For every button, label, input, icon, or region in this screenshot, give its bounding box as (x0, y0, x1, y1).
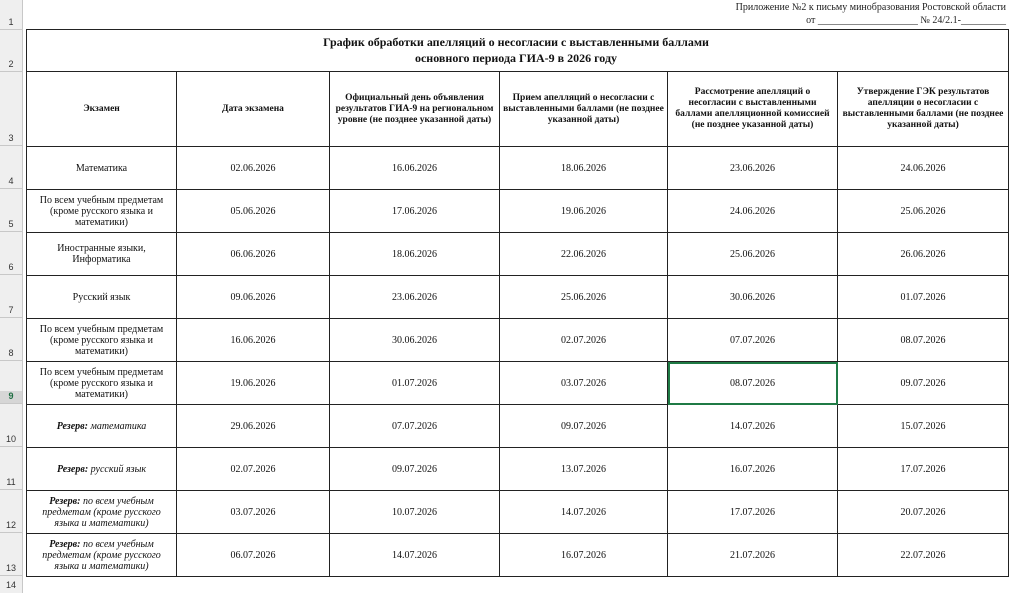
cell-approve-date[interactable]: 09.07.2026 (838, 362, 1009, 405)
table-row (27, 448, 1009, 491)
cell-results-date[interactable]: 10.07.2026 (330, 491, 500, 534)
table-row (27, 233, 1009, 276)
cell-appeal-date[interactable]: 02.07.2026 (500, 319, 668, 362)
cell-exam-date[interactable]: 19.06.2026 (177, 362, 330, 405)
cell-review-date[interactable]: 16.07.2026 (668, 448, 838, 491)
cell-exam-date[interactable]: 09.06.2026 (177, 276, 330, 319)
row-number[interactable]: 7 (8, 305, 14, 315)
cell-review-date[interactable]: 23.06.2026 (668, 147, 838, 190)
cell-results-date[interactable]: 01.07.2026 (330, 362, 500, 405)
row-number[interactable]: 12 (5, 520, 16, 530)
cell-results-date[interactable]: 17.06.2026 (330, 190, 500, 233)
cell-results-date[interactable]: 18.06.2026 (330, 233, 500, 276)
column-header-exam[interactable]: Экзамен (27, 72, 177, 147)
row-header-column (0, 0, 23, 593)
cell-approve-date[interactable]: 20.07.2026 (838, 491, 1009, 534)
table-row (27, 534, 1009, 577)
cell-approve-date[interactable]: 26.06.2026 (838, 233, 1009, 276)
cell-appeal-date[interactable]: 03.07.2026 (500, 362, 668, 405)
row-number[interactable]: 11 (6, 477, 16, 487)
cell-approve-date[interactable]: 24.06.2026 (838, 147, 1009, 190)
row-number[interactable]: 4 (8, 176, 14, 186)
cell-appeal-date[interactable]: 14.07.2026 (500, 491, 668, 534)
cell-exam-date[interactable]: 29.06.2026 (177, 405, 330, 448)
row-number[interactable]: 3 (8, 133, 14, 143)
document-note-line2: от ____________________ № 24/2.1-_________ (806, 15, 1006, 26)
cell-exam[interactable]: По всем учебным предметам (кроме русского языка и математики) (27, 362, 177, 405)
column-header-gek-approval[interactable]: Утверждение ГЭК результатов апелляции о несогласии с выставленными баллами (не позднее указанной даты) (838, 72, 1009, 147)
row-number[interactable]: 10 (5, 434, 16, 444)
document-note-line1: Приложение №2 к письму минобразования Ростовской области (735, 2, 1006, 13)
table-row (27, 190, 1009, 233)
cell-appeal-date[interactable]: 13.07.2026 (500, 448, 668, 491)
cell-appeal-date[interactable]: 25.06.2026 (500, 276, 668, 319)
cell-appeal-date[interactable]: 09.07.2026 (500, 405, 668, 448)
cell-review-date[interactable]: 21.07.2026 (668, 534, 838, 577)
cell-review-date[interactable]: 25.06.2026 (668, 233, 838, 276)
page-title-line1: График обработки апелляций о несогласии с выставленными баллами (323, 35, 709, 49)
page-title-line2: основного периода ГИА-9 в 2026 году (414, 51, 618, 65)
table-row (27, 147, 1009, 190)
row-number[interactable]: 2 (8, 59, 14, 69)
row-number[interactable]: 1 (8, 17, 14, 27)
cell-approve-date[interactable]: 22.07.2026 (838, 534, 1009, 577)
table-row (27, 319, 1009, 362)
table-row (27, 276, 1009, 319)
column-header-exam-date[interactable]: Дата экзамена (177, 72, 330, 147)
row-number[interactable]: 6 (8, 262, 14, 272)
cell-appeal-date[interactable]: 19.06.2026 (500, 190, 668, 233)
cell-approve-date[interactable]: 01.07.2026 (838, 276, 1009, 319)
cell-exam[interactable]: Иностранные языки, Информатика (27, 233, 177, 276)
cell-approve-date[interactable]: 25.06.2026 (838, 190, 1009, 233)
cell-review-date[interactable]: 07.07.2026 (668, 319, 838, 362)
cell-review-date[interactable]: 30.06.2026 (668, 276, 838, 319)
cell-exam-date[interactable]: 16.06.2026 (177, 319, 330, 362)
cell-review-date-selected[interactable]: 08.07.2026 (668, 362, 838, 405)
row-number-selected[interactable]: 9 (0, 391, 22, 403)
column-header-appeal-intake[interactable]: Прием апелляций о несогласии с выставленными баллами (не позднее указанной даты) (500, 72, 668, 147)
row-number[interactable]: 13 (5, 563, 16, 573)
table-row (27, 491, 1009, 534)
appeals-schedule-table (26, 71, 1009, 577)
cell-results-date[interactable]: 16.06.2026 (330, 147, 500, 190)
row-number[interactable]: 14 (5, 580, 16, 590)
cell-exam[interactable]: По всем учебным предметам (кроме русского языка и математики) (27, 319, 177, 362)
cell-results-date[interactable]: 14.07.2026 (330, 534, 500, 577)
cell-exam[interactable]: Математика (27, 147, 177, 190)
cell-exam-date[interactable]: 03.07.2026 (177, 491, 330, 534)
cell-exam-date[interactable]: 05.06.2026 (177, 190, 330, 233)
column-header-results-date[interactable]: Официальный день объявления результатов ГИА-9 на региональном уровне (не позднее указанной даты) (330, 72, 500, 147)
row-number[interactable]: 8 (8, 348, 14, 358)
cell-exam[interactable]: По всем учебным предметам (кроме русского языка и математики) (27, 190, 177, 233)
cell-approve-date[interactable]: 08.07.2026 (838, 319, 1009, 362)
cell-approve-date[interactable]: 15.07.2026 (838, 405, 1009, 448)
cell-review-date[interactable]: 14.07.2026 (668, 405, 838, 448)
cell-exam-date[interactable]: 02.07.2026 (177, 448, 330, 491)
cell-exam[interactable]: Резерв: по всем учебным предметам (кроме русского языка и математики) (27, 534, 177, 577)
cell-results-date[interactable]: 09.07.2026 (330, 448, 500, 491)
cell-exam[interactable]: Резерв: русский язык (27, 448, 177, 491)
cell-exam[interactable]: Русский язык (27, 276, 177, 319)
table-row (27, 405, 1009, 448)
cell-review-date[interactable]: 17.07.2026 (668, 491, 838, 534)
cell-review-date[interactable]: 24.06.2026 (668, 190, 838, 233)
cell-exam[interactable]: Резерв: по всем учебным предметам (кроме русского языка и математики) (27, 491, 177, 534)
cell-exam[interactable]: Резерв: математика (27, 405, 177, 448)
table-row (27, 362, 1009, 405)
cell-exam-date[interactable]: 02.06.2026 (177, 147, 330, 190)
cell-results-date[interactable]: 23.06.2026 (330, 276, 500, 319)
cell-results-date[interactable]: 30.06.2026 (330, 319, 500, 362)
column-header-appeal-review[interactable]: Рассмотрение апелляций о несогласии с выставленными баллами апелляционной комиссией (не позднее указанной даты) (668, 72, 838, 147)
cell-exam-date[interactable]: 06.07.2026 (177, 534, 330, 577)
cell-appeal-date[interactable]: 22.06.2026 (500, 233, 668, 276)
cell-approve-date[interactable]: 17.07.2026 (838, 448, 1009, 491)
cell-results-date[interactable]: 07.07.2026 (330, 405, 500, 448)
cell-exam-date[interactable]: 06.06.2026 (177, 233, 330, 276)
cell-appeal-date[interactable]: 18.06.2026 (500, 147, 668, 190)
row-number[interactable]: 5 (8, 219, 14, 229)
cell-appeal-date[interactable]: 16.07.2026 (500, 534, 668, 577)
table-header-row (27, 72, 1009, 147)
